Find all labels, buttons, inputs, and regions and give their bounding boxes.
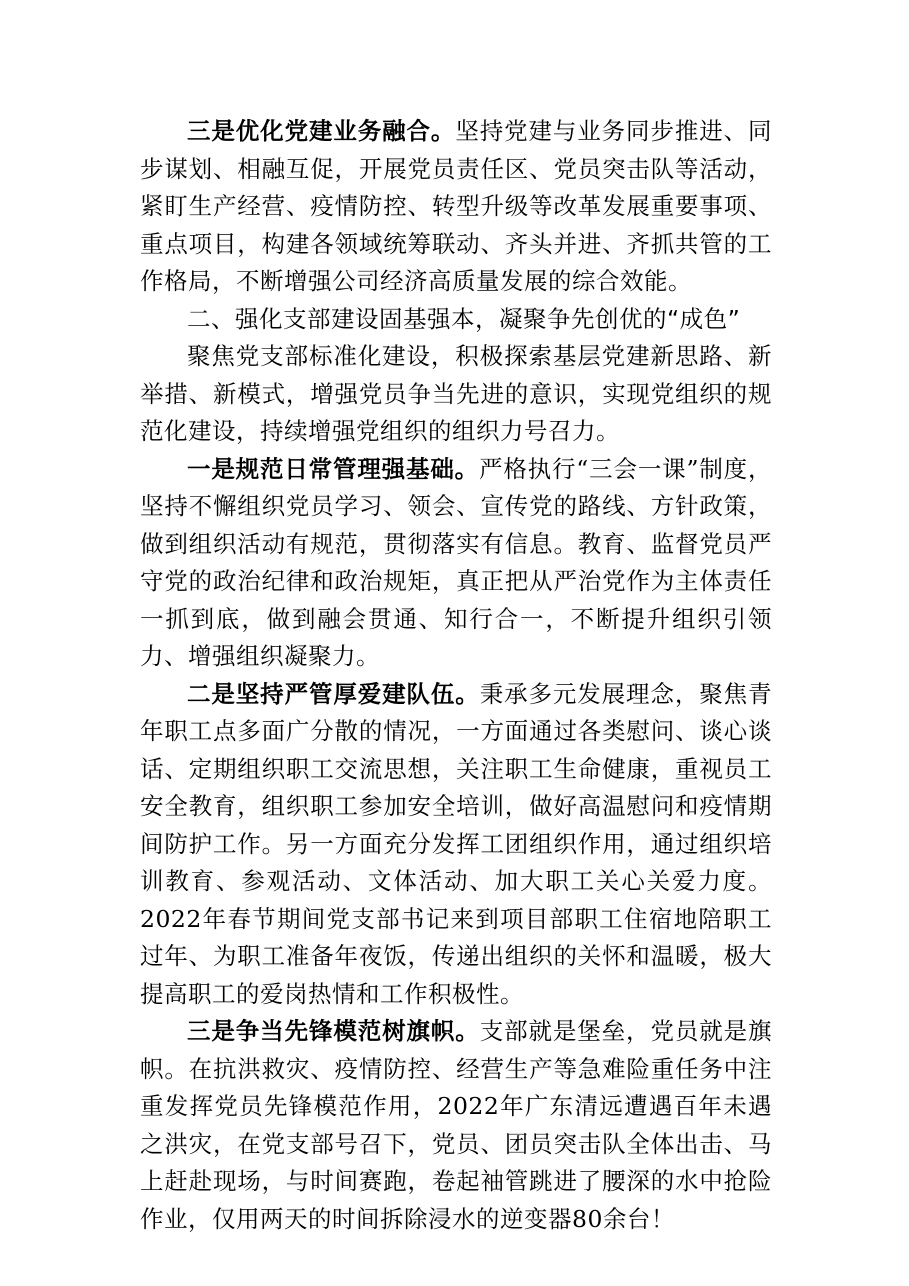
document-page <box>140 113 772 1238</box>
section-heading: 二、强化支部建设固基强本，凝聚争先创优的“成色” <box>187 304 741 333</box>
paragraph-daily-management <box>140 451 772 676</box>
paragraph-team-building <box>140 676 772 1014</box>
paragraph-body: 支部就是堡垒，党员就是旗帜。在抗洪救灾、疫情防控、经营生产等急难险重任务中注重发挥党员先锋模范作用，2022年广东清远遭遇百年未遇之洪灾，在党支部号召下，党员、团员突击队全体出击、马上赶赴现场，与时间赛跑，卷起袖管跳进了腰深的水中抢险作业，仅用两天的时间拆除浸水的逆变器80余台！ <box>140 1017 773 1233</box>
paragraph-body: 严格执行“三会一课”制度，坚持不懈组织党员学习、领会、宣传党的路线、方针政策，做到组织活动有规范，贯彻落实有信息。教育、监督党员严守党的政治纪律和政治规矩，真正把从严治党作为主体责任一抓到底，做到融会贯通、知行合一，不断提升组织引领力、增强组织凝聚力。 <box>140 454 772 670</box>
paragraph-lead: 三是争当先锋模范树旗帜。 <box>187 1017 480 1045</box>
paragraph-section-intro <box>140 338 772 451</box>
paragraph-lead: 一是规范日常管理强基础。 <box>187 454 479 483</box>
paragraph-body: 聚焦党支部标准化建设，积极探索基层党建新思路、新举措、新模式，增强党员争当先进的意识，实现党组织的规范化建设，持续增强党组织的组织力号召力。 <box>140 342 772 445</box>
paragraph-pioneer-model <box>140 1013 772 1238</box>
paragraph-lead: 二是坚持严管厚爱建队伍。 <box>187 679 480 708</box>
paragraph-business-integration <box>140 113 772 301</box>
paragraph-lead: 三是优化党建业务融合。 <box>187 117 456 145</box>
paragraph-body: 秉承多元发展理念，聚焦青年职工点多面广分散的情况，一方面通过各类慰问、谈心谈话、定期组织职工交流思想，关注职工生命健康，重视员工安全教育，组织职工参加安全培训，做好高温慰问和疫情期间防护工作。另一方面充分发挥工团组织作用，通过组织培训教育、参观活动、文体活动、加大职工关心关爱力度。2022年春节期间党支部书记来到项目部职工住宿地陪职工过年、为职工准备年夜饭，传递出组织的关怀和温暖，极大提高职工的爱岗热情和工作积极性。 <box>140 679 773 1008</box>
paragraph-body: 坚持党建与业务同步推进、同步谋划、相融互促，开展党员责任区、党员突击队等活动，紧盯生产经营、疫情防控、转型升级等改革发展重要事项、重点项目，构建各领域统筹联动、齐头并进、齐抓共管的工作格局，不断增强公司经济高质量发展的综合效能。 <box>140 117 773 295</box>
